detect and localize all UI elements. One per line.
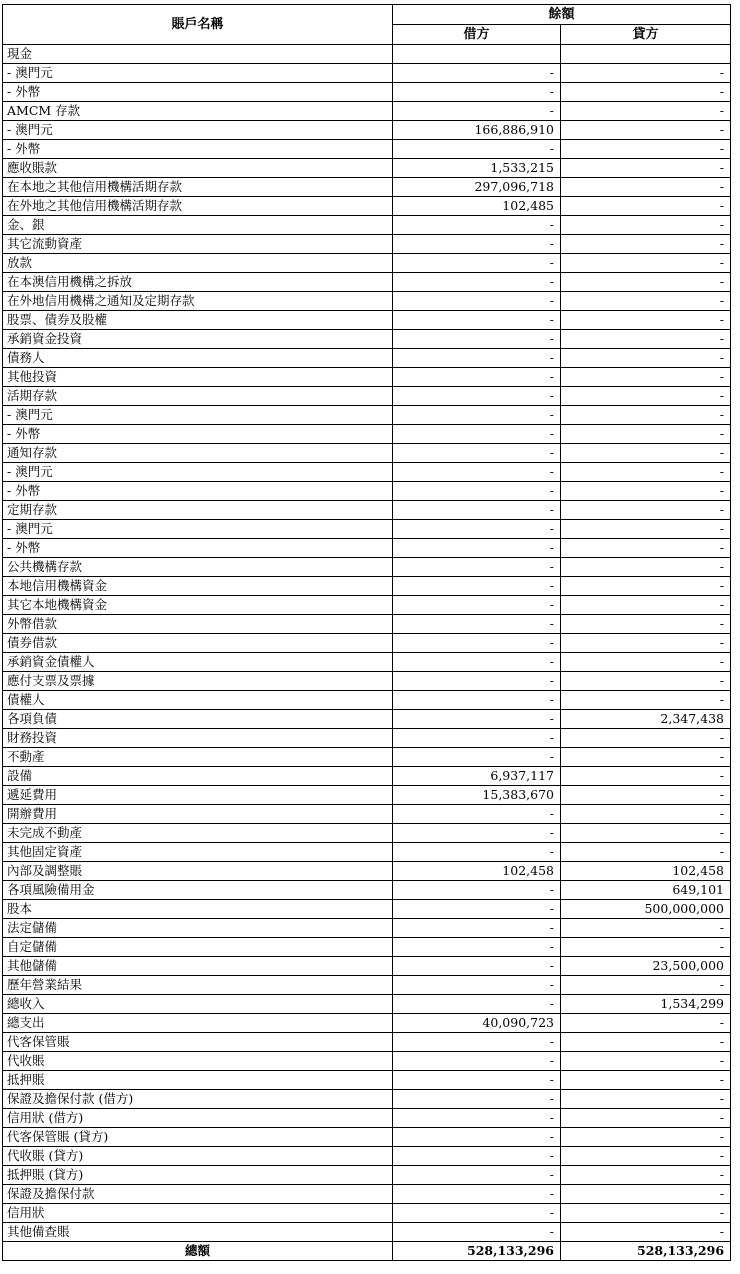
credit-cell: 2,347,438 <box>561 710 731 729</box>
credit-cell <box>561 45 731 64</box>
account-name-cell: 其他儲備 <box>3 957 393 976</box>
account-name-cell: 不動產 <box>3 748 393 767</box>
table-row <box>3 824 731 843</box>
credit-cell: - <box>561 368 731 387</box>
table-row <box>3 1166 731 1185</box>
credit-cell: - <box>561 463 731 482</box>
account-name-cell: - 外幣 <box>3 83 393 102</box>
debit-cell: - <box>393 577 561 596</box>
table-row <box>3 767 731 786</box>
total-row <box>3 1242 731 1261</box>
credit-cell: - <box>561 235 731 254</box>
account-name-cell: 未完成不動產 <box>3 824 393 843</box>
account-name-cell: 應付支票及票據 <box>3 672 393 691</box>
debit-cell: - <box>393 653 561 672</box>
account-name-cell: - 澳門元 <box>3 463 393 482</box>
table-row <box>3 957 731 976</box>
debit-cell: - <box>393 273 561 292</box>
account-name-cell: 代收賬 (貸方) <box>3 1147 393 1166</box>
debit-cell: - <box>393 349 561 368</box>
table-row <box>3 1147 731 1166</box>
table-row <box>3 1185 731 1204</box>
credit-cell: - <box>561 596 731 615</box>
credit-cell: - <box>561 1109 731 1128</box>
account-name-cell: 公共機構存款 <box>3 558 393 577</box>
credit-cell: - <box>561 197 731 216</box>
account-name-cell: - 外幣 <box>3 140 393 159</box>
credit-cell: - <box>561 843 731 862</box>
table-row <box>3 273 731 292</box>
debit-cell: - <box>393 102 561 121</box>
credit-cell: - <box>561 824 731 843</box>
table-row <box>3 558 731 577</box>
table-row <box>3 710 731 729</box>
debit-cell: - <box>393 406 561 425</box>
debit-cell: - <box>393 938 561 957</box>
account-name-cell: 應收賬款 <box>3 159 393 178</box>
credit-cell: - <box>561 1128 731 1147</box>
debit-cell: - <box>393 1128 561 1147</box>
account-name-cell: 現金 <box>3 45 393 64</box>
debit-cell: - <box>393 1166 561 1185</box>
credit-cell: - <box>561 653 731 672</box>
debit-cell: - <box>393 1185 561 1204</box>
table-body <box>3 45 731 1242</box>
debit-header: 借方 <box>393 25 561 45</box>
debit-cell: - <box>393 254 561 273</box>
account-name-cell: 代收賬 <box>3 1052 393 1071</box>
table-row <box>3 330 731 349</box>
account-name-cell: 抵押賬 <box>3 1071 393 1090</box>
credit-cell: 23,500,000 <box>561 957 731 976</box>
account-name-cell: - 澳門元 <box>3 121 393 140</box>
debit-cell: - <box>393 900 561 919</box>
table-row <box>3 672 731 691</box>
table-row <box>3 387 731 406</box>
table-row <box>3 900 731 919</box>
credit-cell: - <box>561 64 731 83</box>
debit-cell: - <box>393 520 561 539</box>
credit-cell: - <box>561 178 731 197</box>
table-row <box>3 102 731 121</box>
debit-cell: - <box>393 957 561 976</box>
table-row <box>3 919 731 938</box>
credit-cell: - <box>561 729 731 748</box>
debit-cell: - <box>393 1204 561 1223</box>
table-row <box>3 159 731 178</box>
account-name-cell: - 外幣 <box>3 425 393 444</box>
debit-cell: - <box>393 425 561 444</box>
account-name-cell: 歷年營業結果 <box>3 976 393 995</box>
debit-cell: 102,458 <box>393 862 561 881</box>
account-name-cell: 代客保管賬 <box>3 1033 393 1052</box>
debit-cell: - <box>393 140 561 159</box>
account-name-cell: 活期存款 <box>3 387 393 406</box>
account-name-cell: 本地信用機構資金 <box>3 577 393 596</box>
debit-cell: - <box>393 691 561 710</box>
account-name-cell: 其它流動資產 <box>3 235 393 254</box>
account-name-cell: 其他備查賬 <box>3 1223 393 1242</box>
table-row <box>3 501 731 520</box>
debit-cell: - <box>393 1109 561 1128</box>
credit-cell: - <box>561 330 731 349</box>
table-row <box>3 178 731 197</box>
debit-cell: - <box>393 330 561 349</box>
credit-cell: - <box>561 615 731 634</box>
credit-cell: - <box>561 1204 731 1223</box>
table-row <box>3 292 731 311</box>
credit-cell: - <box>561 539 731 558</box>
table-row <box>3 1109 731 1128</box>
credit-cell: - <box>561 216 731 235</box>
table-row <box>3 1204 731 1223</box>
credit-cell: - <box>561 691 731 710</box>
debit-cell: - <box>393 558 561 577</box>
debit-cell: 297,096,718 <box>393 178 561 197</box>
account-name-cell: 債券借款 <box>3 634 393 653</box>
account-name-cell: 財務投資 <box>3 729 393 748</box>
account-name-cell: 保證及擔保付款 <box>3 1185 393 1204</box>
debit-cell: 102,485 <box>393 197 561 216</box>
account-name-cell: 法定儲備 <box>3 919 393 938</box>
debit-cell: - <box>393 881 561 900</box>
account-name-cell: - 外幣 <box>3 482 393 501</box>
credit-cell: - <box>561 159 731 178</box>
credit-cell: - <box>561 406 731 425</box>
account-name-cell: 定期存款 <box>3 501 393 520</box>
account-name-cell: 保證及擔保付款 (借方) <box>3 1090 393 1109</box>
debit-cell: - <box>393 729 561 748</box>
account-name-cell: 內部及調整賬 <box>3 862 393 881</box>
account-name-cell: 承銷資金債權人 <box>3 653 393 672</box>
table-row <box>3 463 731 482</box>
table-row <box>3 216 731 235</box>
credit-cell: - <box>561 1223 731 1242</box>
table-row <box>3 140 731 159</box>
account-name-cell: 遞延費用 <box>3 786 393 805</box>
table-row <box>3 254 731 273</box>
credit-cell: - <box>561 254 731 273</box>
debit-cell: - <box>393 843 561 862</box>
credit-cell: - <box>561 482 731 501</box>
table-row <box>3 1071 731 1090</box>
table-row <box>3 881 731 900</box>
credit-cell: - <box>561 121 731 140</box>
account-name-cell: 在本地之其他信用機構活期存款 <box>3 178 393 197</box>
table-row <box>3 444 731 463</box>
table-row <box>3 539 731 558</box>
account-name-cell: 其他投資 <box>3 368 393 387</box>
table-row <box>3 691 731 710</box>
credit-cell: - <box>561 1090 731 1109</box>
debit-cell: - <box>393 482 561 501</box>
credit-cell: 500,000,000 <box>561 900 731 919</box>
account-name-cell: 信用狀 (借方) <box>3 1109 393 1128</box>
credit-cell: - <box>561 1185 731 1204</box>
table-row <box>3 748 731 767</box>
table-header <box>3 5 731 45</box>
debit-cell: - <box>393 444 561 463</box>
credit-cell: - <box>561 919 731 938</box>
credit-cell: - <box>561 1052 731 1071</box>
debit-cell: - <box>393 235 561 254</box>
table-row <box>3 45 731 64</box>
table-row <box>3 197 731 216</box>
credit-cell: - <box>561 1014 731 1033</box>
table-row <box>3 368 731 387</box>
debit-cell: - <box>393 501 561 520</box>
account-name-cell: 抵押賬 (貸方) <box>3 1166 393 1185</box>
account-name-cell: - 澳門元 <box>3 64 393 83</box>
table-row <box>3 1014 731 1033</box>
debit-cell: - <box>393 805 561 824</box>
account-name-cell: 設備 <box>3 767 393 786</box>
account-name-cell: 在本澳信用機構之拆放 <box>3 273 393 292</box>
table-row <box>3 843 731 862</box>
debit-cell: - <box>393 995 561 1014</box>
account-name-cell: 債權人 <box>3 691 393 710</box>
account-name-cell: 信用狀 <box>3 1204 393 1223</box>
credit-cell: - <box>561 748 731 767</box>
table-row <box>3 406 731 425</box>
account-name-cell: - 澳門元 <box>3 520 393 539</box>
credit-cell: - <box>561 140 731 159</box>
table-row <box>3 1090 731 1109</box>
credit-cell: - <box>561 311 731 330</box>
credit-cell: - <box>561 938 731 957</box>
table-row <box>3 482 731 501</box>
account-name-cell: 承銷資金投資 <box>3 330 393 349</box>
account-name-cell: 外幣借款 <box>3 615 393 634</box>
account-name-cell: 放款 <box>3 254 393 273</box>
account-name-cell: 其它本地機構資金 <box>3 596 393 615</box>
table-row <box>3 235 731 254</box>
credit-cell: - <box>561 102 731 121</box>
credit-cell: 1,534,299 <box>561 995 731 1014</box>
account-name-cell: 總收入 <box>3 995 393 1014</box>
debit-cell: - <box>393 919 561 938</box>
debit-cell: - <box>393 1090 561 1109</box>
debit-cell: 6,937,117 <box>393 767 561 786</box>
debit-cell: - <box>393 596 561 615</box>
debit-cell: - <box>393 83 561 102</box>
table-row <box>3 64 731 83</box>
credit-cell: - <box>561 1033 731 1052</box>
table-row <box>3 520 731 539</box>
credit-cell: 102,458 <box>561 862 731 881</box>
table-row <box>3 596 731 615</box>
credit-cell: - <box>561 558 731 577</box>
credit-cell: - <box>561 444 731 463</box>
balance-header: 餘額 <box>393 5 731 25</box>
account-name-cell: 債務人 <box>3 349 393 368</box>
table-row <box>3 349 731 368</box>
total-credit: 528,133,296 <box>561 1242 731 1261</box>
debit-cell: - <box>393 1033 561 1052</box>
credit-cell: - <box>561 520 731 539</box>
table-row <box>3 425 731 444</box>
account-name-cell: 各項風險備用金 <box>3 881 393 900</box>
debit-cell: - <box>393 634 561 653</box>
debit-cell: - <box>393 1147 561 1166</box>
credit-cell: - <box>561 976 731 995</box>
debit-cell: - <box>393 615 561 634</box>
credit-cell: - <box>561 83 731 102</box>
table-row <box>3 1223 731 1242</box>
account-name-cell: 金、銀 <box>3 216 393 235</box>
credit-cell: - <box>561 805 731 824</box>
table-row <box>3 938 731 957</box>
account-name-cell: 在外地之其他信用機構活期存款 <box>3 197 393 216</box>
debit-cell: - <box>393 710 561 729</box>
total-label: 總額 <box>3 1242 393 1261</box>
debit-cell: - <box>393 387 561 406</box>
account-name-cell: AMCM 存款 <box>3 102 393 121</box>
account-name-cell: - 澳門元 <box>3 406 393 425</box>
debit-cell: - <box>393 539 561 558</box>
debit-cell: - <box>393 672 561 691</box>
account-name-cell: 各項負債 <box>3 710 393 729</box>
account-name-cell: - 外幣 <box>3 539 393 558</box>
credit-cell: - <box>561 672 731 691</box>
account-name-cell: 股本 <box>3 900 393 919</box>
credit-cell: - <box>561 501 731 520</box>
credit-cell: - <box>561 1147 731 1166</box>
credit-cell: - <box>561 786 731 805</box>
debit-cell <box>393 45 561 64</box>
table-row <box>3 976 731 995</box>
credit-header: 貸方 <box>561 25 731 45</box>
trial-balance-table <box>2 4 731 1261</box>
debit-cell: - <box>393 748 561 767</box>
account-name-cell: 在外地信用機構之通知及定期存款 <box>3 292 393 311</box>
debit-cell: - <box>393 368 561 387</box>
account-name-cell: 其他固定資產 <box>3 843 393 862</box>
debit-cell: - <box>393 824 561 843</box>
table-row <box>3 577 731 596</box>
account-name-cell: 股票、債券及股權 <box>3 311 393 330</box>
table-row <box>3 1128 731 1147</box>
credit-cell: - <box>561 1166 731 1185</box>
debit-cell: - <box>393 1071 561 1090</box>
debit-cell: - <box>393 292 561 311</box>
debit-cell: - <box>393 463 561 482</box>
table-row <box>3 1052 731 1071</box>
table-row <box>3 729 731 748</box>
table-row <box>3 615 731 634</box>
account-name-cell: 開辦費用 <box>3 805 393 824</box>
debit-cell: - <box>393 64 561 83</box>
account-name-cell: 通知存款 <box>3 444 393 463</box>
debit-cell: - <box>393 1223 561 1242</box>
credit-cell: - <box>561 387 731 406</box>
credit-cell: - <box>561 767 731 786</box>
table-row <box>3 1033 731 1052</box>
debit-cell: 166,886,910 <box>393 121 561 140</box>
table-row <box>3 862 731 881</box>
total-debit: 528,133,296 <box>393 1242 561 1261</box>
account-name-header: 賬戶名稱 <box>3 5 393 45</box>
debit-cell: 1,533,215 <box>393 159 561 178</box>
table-row <box>3 805 731 824</box>
account-name-cell: 自定儲備 <box>3 938 393 957</box>
credit-cell: - <box>561 1071 731 1090</box>
account-name-cell: 代客保管賬 (貸方) <box>3 1128 393 1147</box>
credit-cell: - <box>561 349 731 368</box>
credit-cell: - <box>561 273 731 292</box>
debit-cell: 15,383,670 <box>393 786 561 805</box>
account-name-cell: 總支出 <box>3 1014 393 1033</box>
table-row <box>3 995 731 1014</box>
debit-cell: - <box>393 1052 561 1071</box>
debit-cell: - <box>393 976 561 995</box>
credit-cell: - <box>561 425 731 444</box>
credit-cell: - <box>561 577 731 596</box>
debit-cell: - <box>393 311 561 330</box>
debit-cell: - <box>393 216 561 235</box>
credit-cell: - <box>561 292 731 311</box>
table-row <box>3 121 731 140</box>
table-row <box>3 634 731 653</box>
table-row <box>3 311 731 330</box>
table-row <box>3 786 731 805</box>
debit-cell: 40,090,723 <box>393 1014 561 1033</box>
credit-cell: 649,101 <box>561 881 731 900</box>
credit-cell: - <box>561 634 731 653</box>
table-row <box>3 653 731 672</box>
table-row <box>3 83 731 102</box>
